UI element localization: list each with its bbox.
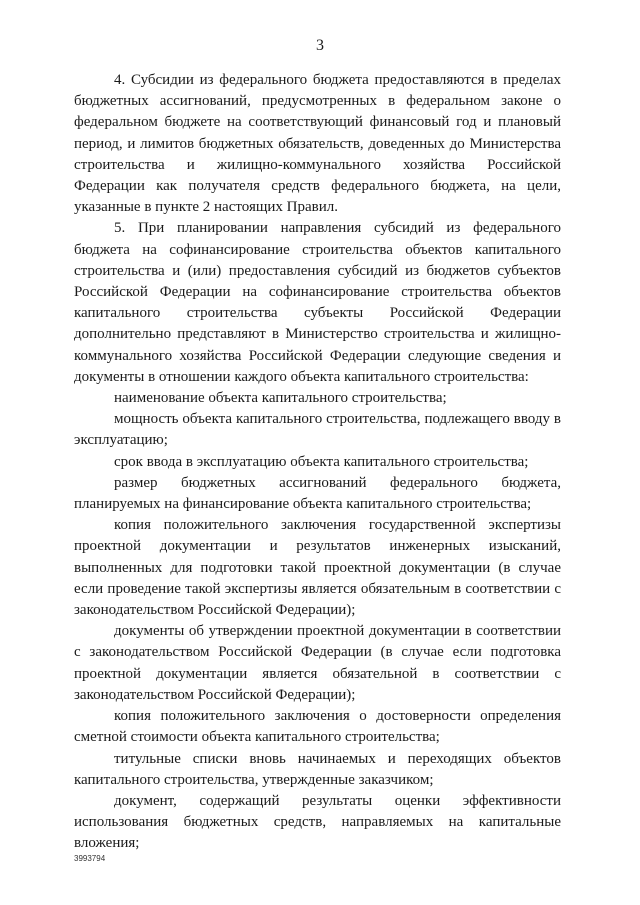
list-item-efficiency-assessment: документ, содержащий результаты оценки эффективности использования бюджетных средств, направляемых на капитальные вложения; — [74, 792, 561, 852]
list-item-design-approval-documents: документы об утверждении проектной документации в соответствии с законодательством Российской Федерации (в случае если подготовка проектной документации является обязательной в соответствии с законодательством Российской Федерации); — [74, 623, 561, 703]
list-item-object-capacity: мощность объекта капитального строительства, подлежащего вводу в эксплуатацию; — [74, 411, 561, 449]
list-item-object-name: наименование объекта капитального строительства; — [114, 390, 447, 407]
page-number: 3 — [316, 37, 324, 54]
list-item-budget-allocations: размер бюджетных ассигнований федерального бюджета, планируемых на финансирование объекта капитального строительства; — [74, 474, 561, 513]
document-code: 3993794 — [74, 854, 106, 863]
list-item-state-expertise-copy: копия положительного заключения государственной экспертизы проектной документации и результатов инженерных изысканий, выполненных для подготовки такой проектной документации (в случае если проведение такой экспертизы является обязательным в соответствии с законодательством Российской Федерации); — [74, 517, 561, 619]
list-item-title-lists: титульные списки вновь начинаемых и переходящих объектов капитального строительства, утвержденные заказчиком; — [74, 750, 561, 788]
list-item-cost-reliability-copy: копия положительного заключения о достоверности определения сметной стоимости объекта капитального строительства; — [74, 708, 561, 746]
paragraph-5-planning-documents: 5. При планировании направления субсидий из федерального бюджета на софинансирование строительства объектов капитального строительства и (или) предоставления субсидий из бюджетов субъектов Российской Федерации на софинансирование строительства объектов капитального строительства субъекты Российской Федерации дополнительно представляют в Министерство строительства и жилищно-коммунального хозяйства Российской Федерации следующие сведения и документы в отношении каждого объекта капитального строительства: — [74, 220, 561, 385]
list-item-commissioning-date: срок ввода в эксплуатацию объекта капитального строительства; — [114, 453, 529, 470]
document-body — [74, 70, 561, 855]
paragraph-4-subsidies-limits: 4. Субсидии из федерального бюджета предоставляются в пределах бюджетных ассигнований, предусмотренных в федеральном законе о федеральном бюджете на соответствующий финансовый год и плановый период, и лимитов бюджетных обязательств, доведенных до Министерства строительства и жилищно-коммунального хозяйства Российской Федерации как получателя средств федерального бюджета, на цели, указанные в пункте 2 настоящих Правил. — [74, 72, 561, 216]
